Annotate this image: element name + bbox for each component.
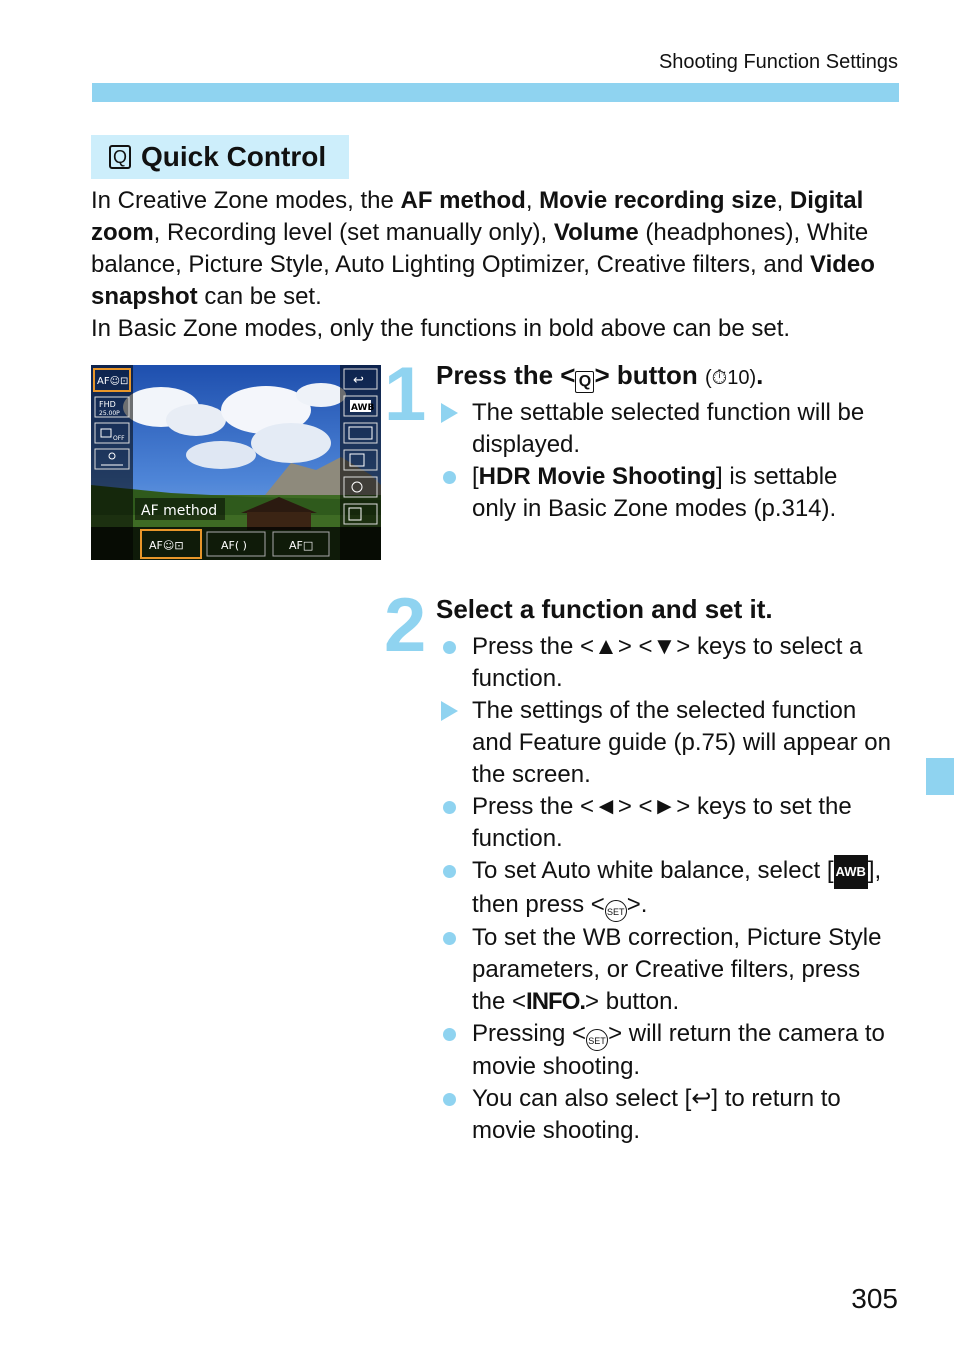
- section-title: Quick Control: [141, 141, 327, 172]
- svg-text:AWB: AWB: [351, 403, 375, 413]
- bullet-icon: [443, 801, 456, 814]
- page-number: 305: [851, 1283, 898, 1314]
- left-icon-af: AF☺⊡: [97, 376, 129, 387]
- step-1-number: 1: [384, 352, 427, 437]
- bottom-option-1: AF☺⊡: [149, 539, 184, 552]
- intro-text-run: ,: [776, 187, 790, 214]
- set-button-icon: SET: [586, 1029, 608, 1051]
- list-item: Press the <◄> <►> keys to set the function.: [436, 791, 896, 855]
- step-2-items: [436, 631, 896, 1147]
- down-arrow-icon: ▼: [652, 633, 677, 660]
- awb-icon: AWB: [834, 855, 868, 889]
- left-arrow-icon: ◄: [594, 793, 618, 820]
- header-bar: [92, 83, 899, 102]
- svg-text:↩: ↩: [353, 373, 364, 388]
- bullet-icon: [443, 1028, 456, 1041]
- intro-bold-term: Video snapshot: [91, 251, 875, 310]
- step-2-number: 2: [384, 583, 427, 668]
- intro-text-run: ,: [525, 187, 540, 214]
- intro-paragraph-2: In Basic Zone modes, only the functions in bold above can be set.: [91, 315, 791, 342]
- intro-paragraph-1: [91, 185, 901, 313]
- bullet-icon: [443, 1093, 456, 1106]
- step-2-title: Select a function and set it.: [436, 594, 773, 624]
- svg-text:25.00P: 25.00P: [99, 410, 120, 417]
- quick-control-icon: [109, 145, 131, 169]
- return-icon: ↩: [691, 1085, 712, 1112]
- screen-label: AF method: [141, 503, 218, 519]
- list-item: The settings of the selected function and Feature guide (p.75) will appear on the screen.: [436, 695, 896, 791]
- list-item: Press the <▲> <▼> keys to select a function.: [436, 631, 896, 695]
- result-triangle-icon: [441, 701, 458, 721]
- q-button-icon: Q: [575, 371, 594, 393]
- step-1-items: [436, 397, 876, 525]
- set-button-icon: SET: [605, 900, 627, 922]
- list-item: [HDR Movie Shooting] is settable only in Basic Zone modes (p.314).: [436, 461, 876, 525]
- bullet-icon: [443, 471, 456, 484]
- list-item: To set Auto white balance, select [ AWB], then press < SET>.: [436, 855, 896, 922]
- result-triangle-icon: [441, 403, 458, 423]
- intro-text: [91, 185, 901, 345]
- list-item: Pressing < SET> will return the camera to movie shooting.: [436, 1018, 896, 1083]
- camera-screen-image: [91, 365, 381, 560]
- step-1-title: Press the < Q > button (⏱10).: [436, 360, 763, 393]
- bullet-icon: [443, 865, 456, 878]
- intro-bold-term: AF method: [400, 187, 526, 214]
- bottom-option-2: AF( ): [221, 539, 247, 552]
- camera-screen-illustration: [91, 365, 381, 560]
- list-item: To set the WB correction, Picture Style parameters, or Creative filters, press the <INFO.> button.: [436, 922, 896, 1018]
- intro-text-run: can be set.: [197, 283, 322, 310]
- intro-bold-term: Movie recording size: [539, 187, 777, 214]
- svg-text:FHD: FHD: [99, 400, 116, 409]
- intro-text-run: (headphones), White balance, Picture Style, Auto Lighting Optimizer, Creative filters, and: [91, 219, 869, 278]
- right-arrow-icon: ►: [652, 793, 677, 820]
- bullet-icon: [443, 641, 456, 654]
- list-item: The settable selected function will be displayed.: [436, 397, 876, 461]
- chapter-side-tab: [926, 758, 954, 795]
- up-arrow-icon: ▲: [594, 633, 618, 660]
- intro-text-run: In Creative Zone modes, the: [91, 187, 401, 214]
- intro-bold-term: Digital zoom: [91, 187, 864, 246]
- running-header: Shooting Function Settings: [658, 51, 898, 73]
- section-tab: [91, 135, 349, 179]
- info-button-icon: INFO.: [526, 988, 586, 1015]
- intro-bold-term: Volume: [553, 219, 639, 246]
- intro-text-run: , Recording level (set manually only),: [153, 219, 554, 246]
- svg-text:OFF: OFF: [113, 435, 125, 442]
- bottom-option-3: AF□: [289, 539, 314, 552]
- list-item: You can also select [↩] to return to movie shooting.: [436, 1083, 896, 1147]
- bullet-icon: [443, 932, 456, 945]
- timer-icon: (⏱10): [704, 367, 757, 389]
